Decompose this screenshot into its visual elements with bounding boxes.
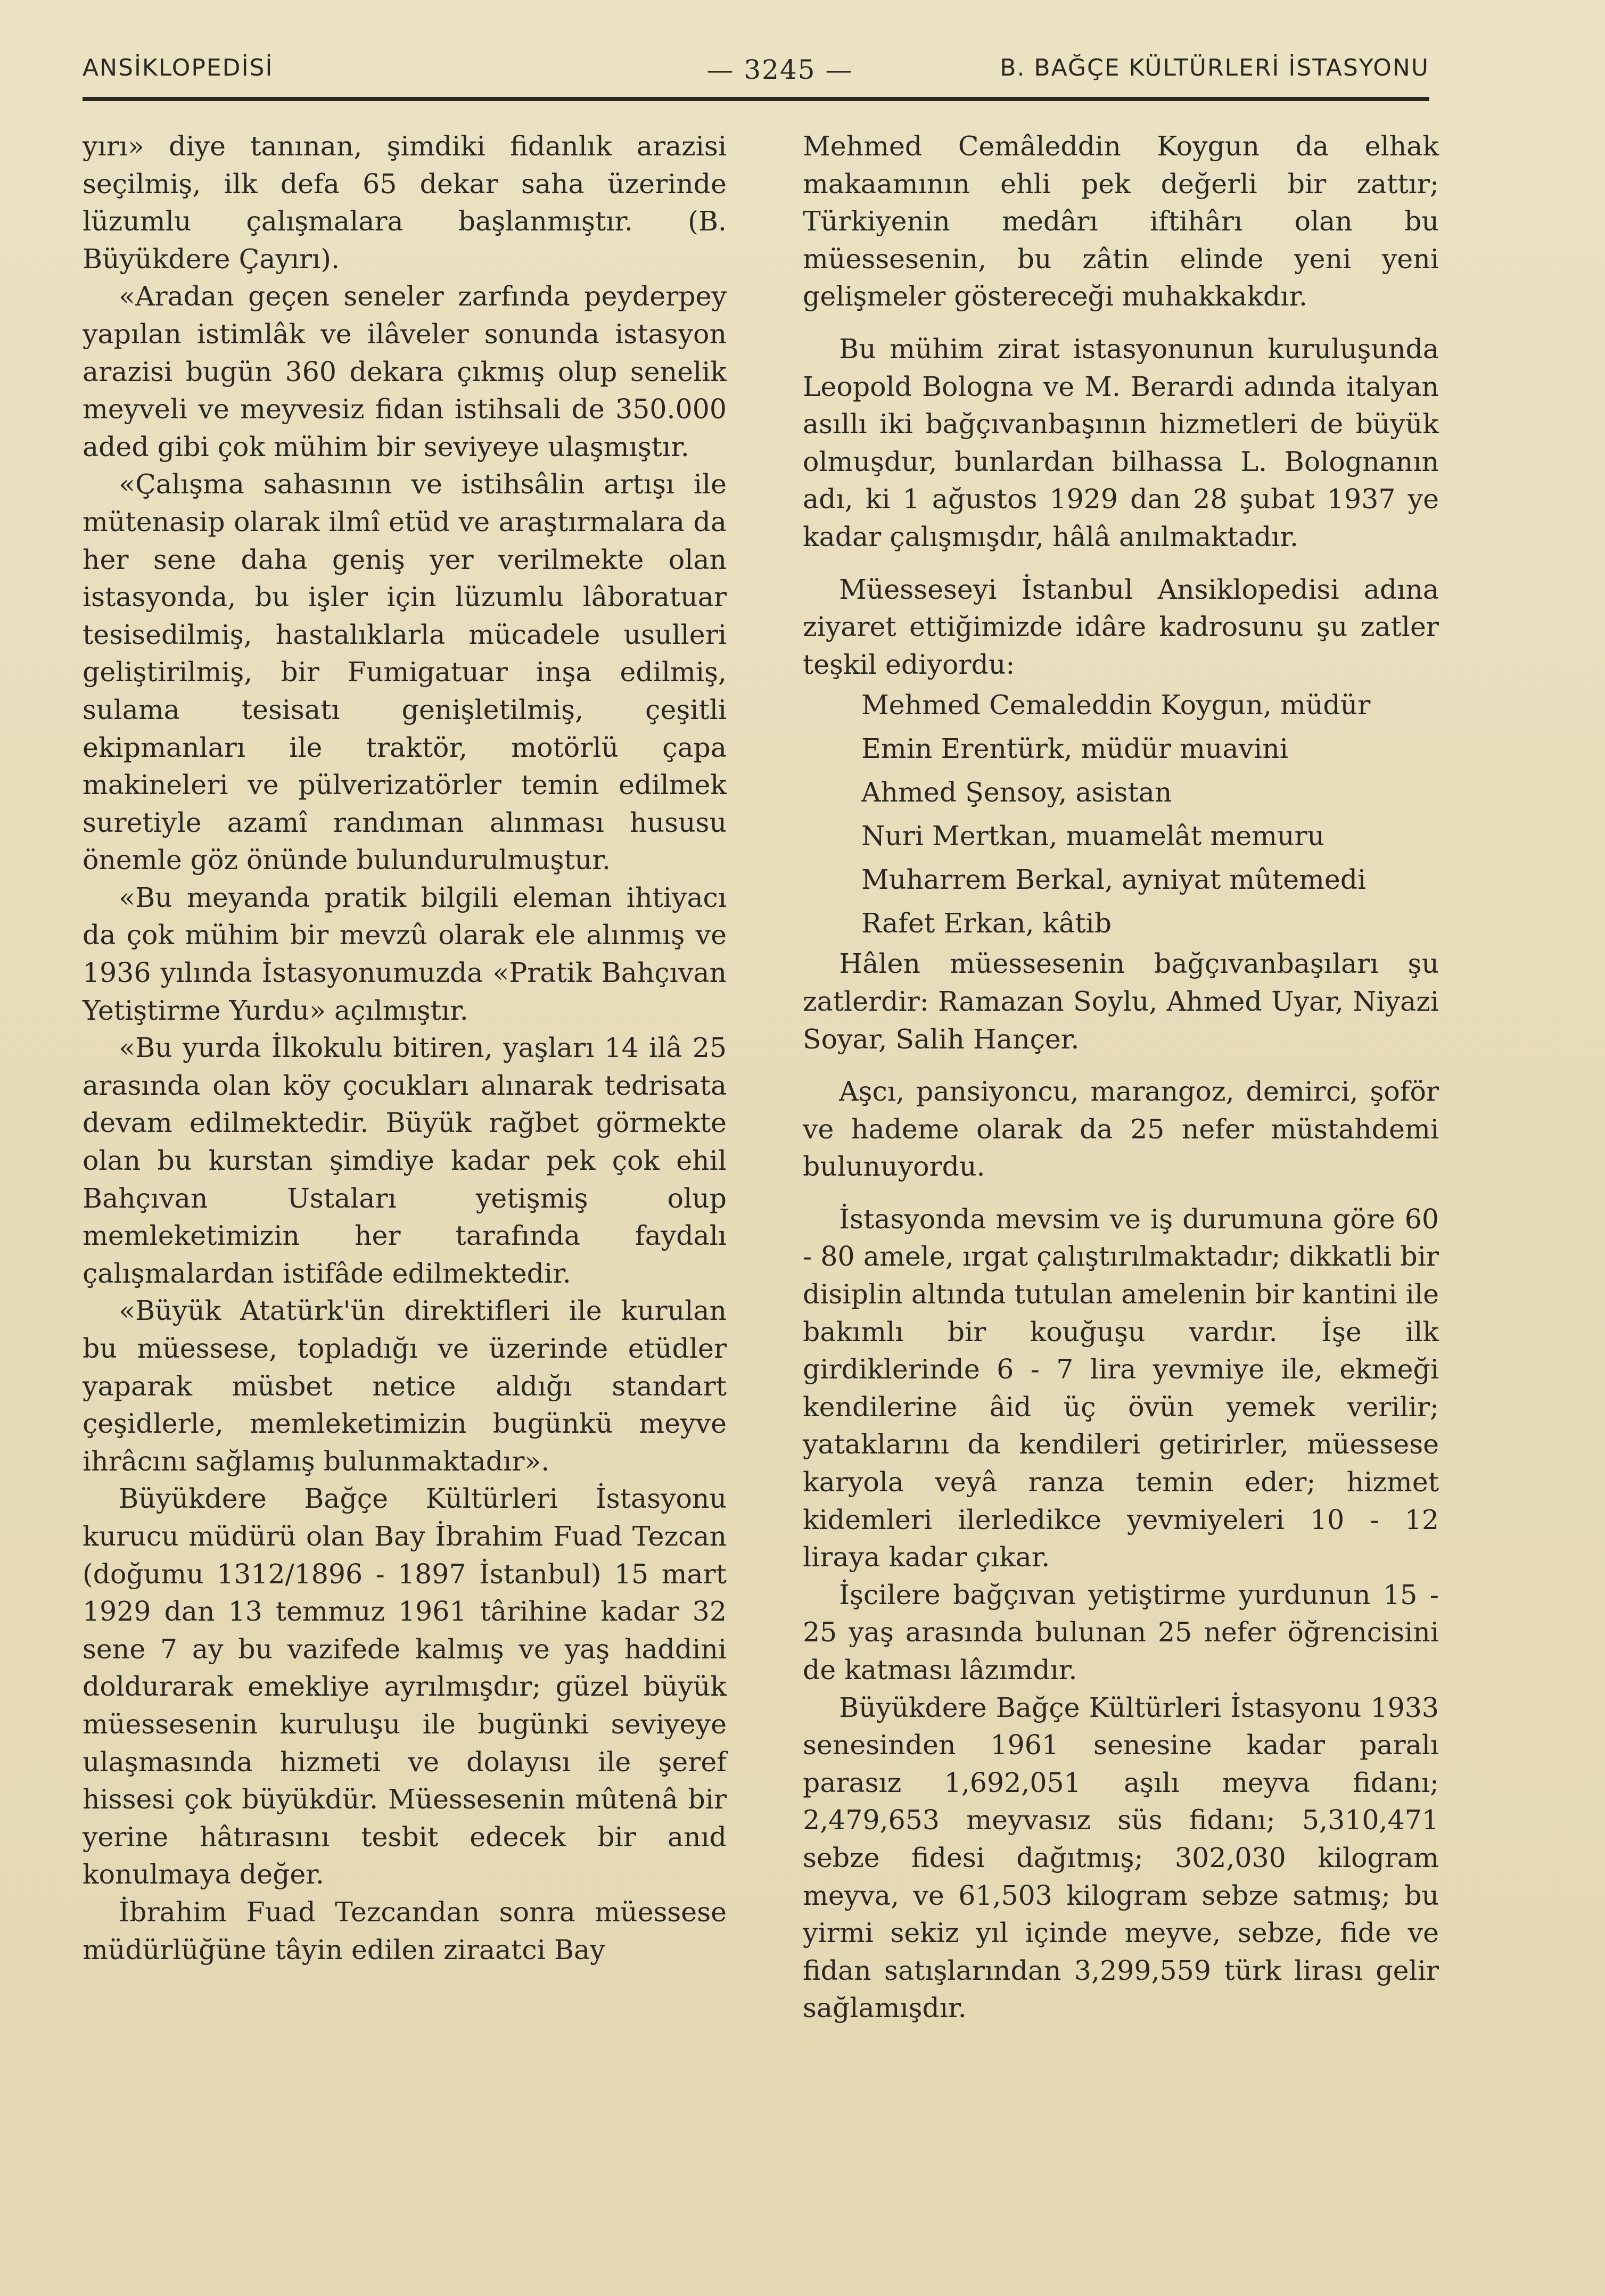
staff-item: Rafet Erkan, kâtib — [861, 907, 1112, 939]
header-left: ANSİKLOPEDİSİ — [83, 54, 274, 81]
header-right: B. BAĞÇE KÜLTÜRLERİ İSTASYONU — [1000, 54, 1429, 81]
staff-item: Ahmed Şensoy, asistan — [861, 777, 1172, 808]
paragraph: Büyükdere Bağçe Kültürleri İstasyonu kurucu müdürü olan Bay İbrahim Fuad Tezcan (doğumu 1312/1896 - 1897 İstanbul) 15 mart 1929 dan 13 temmuz 1961 târihine kadar 32 sene 7 ay bu vazifede kalmış ve yaş haddini doldurarak emekliye ayrılmışdır; güzel büyük müessesenin kuruluşu ile bugünki seviyeye ulaşmasında hizmeti ve dolayısı ile şeref hissesi çok büyükdür. Müessesenin mûtenâ bir yerine hâtırasını tesbit edecek bir anıd konulmaya değer. — [83, 1483, 727, 1890]
right-column — [803, 128, 1439, 2027]
paragraph: «Bu meyanda pratik bilgili eleman ihtiyacı da çok mühim bir mevzû olarak ele alınmış ve 1936 yılında İstasyonumuzda «Pratik Bahçıvan Yetiştirme Yurdu» açılmıştır. — [83, 881, 727, 1026]
paragraph: Büyükdere Bağçe Kültürleri İstasyonu 1933 senesinden 1961 senesine kadar paralı parasız 1,692,051 aşılı meyva fidanı; 2,479,653 meyvasız süs fidanı; 5,310,471 sebze fidesi dağıtmış; 302,030 kilogram meyva, ve 61,503 kilogram sebze satmış; bu yirmi sekiz yıl içinde meyve, sebze, fide ve fidan satışlarından 3,299,559 türk lirası gelir sağlamışdır. — [803, 1691, 1439, 2024]
staff-item: Muharrem Berkal, ayniyat mûtemedi — [861, 864, 1367, 896]
left-column — [83, 128, 727, 1969]
paragraph: Bu mühim zirat istasyonunun kuruluşunda Leopold Bologna ve M. Berardi adında italyan asıllı iki bağçıvanbaşının hizmetleri de büyük olmuşdur, bunlardan bilhassa L. Bolognanın adı, ki 1 ağustos 1929 dan 28 şubat 1937 ye kadar çalışmışdır, hâlâ anılmaktadır. — [803, 333, 1439, 552]
paragraph: İbrahim Fuad Tezcandan sonra müessese müdürlüğüne tâyin edilen ziraatci Bay — [83, 1896, 727, 1965]
paragraph: Mehmed Cemâleddin Koygun da elhak makaamının ehli pek değerli bir zattır; Türkiyenin medârı iftihârı olan bu müessesenin, bu zâtin elinde yeni yeni gelişmeler göstereceği muhakkakdır. — [803, 130, 1439, 312]
header-rule — [83, 97, 1429, 101]
paragraph: İşcilere bağçıvan yetiştirme yurdunun 15 - 25 yaş arasında bulunan 25 nefer öğrencisini de katması lâzımdır. — [803, 1579, 1439, 1686]
paragraph: yırı» diye tanınan, şimdiki fidanlık arazisi seçilmiş, ilk defa 65 dekar saha üzerinde lüzumlu çalışmalara başlanmıştır. (B. Büyükdere Çayırı). — [83, 130, 727, 275]
staff-item: Emin Erentürk, müdür muavini — [861, 733, 1288, 765]
paragraph: «Büyük Atatürk'ün direktifleri ile kurulan bu müessese, topladığı ve üzerinde etüdler yaparak müsbet netice aldığı standart çeşidlerle, memleketimizin bugünkü meyve ihrâcını sağlamış bulunmaktadır». — [83, 1295, 727, 1477]
staff-item: Mehmed Cemaleddin Koygun, müdür — [861, 689, 1371, 721]
paragraph: «Aradan geçen seneler zarfında peyderpey yapılan istimlâk ve ilâveler sonunda istasyon arazisi bugün 360 dekara çıkmış olup senelik meyveli ve meyvesiz fidan istihsali de 350.000 aded gibi çok mühim bir seviyeye ulaşmıştır. — [83, 280, 727, 462]
paragraph: «Çalışma sahasının ve istihsâlin artışı ile mütenasip olarak ilmî etüd ve araştırmalara da her sene daha geniş yer verilmekte olan istasyonda, bu işler için lüzumlu lâboratuar tesisedilmiş, hastalıklarla mücadele usulleri geliştirilmiş, bir Fumigatuar inşa edilmiş, sulama tesisatı genişletilmiş, çeşitli ekipmanları ile traktör, motörlü çapa makineleri ve pülverizatörler temin edilmek suretiyle azamî randıman alınması hususu önemle göz önünde bulundurulmuştur. — [83, 468, 727, 876]
paragraph: Müesseseyi İstanbul Ansiklopedisi adına ziyaret ettiğimizde idâre kadrosunu şu zatler teşkil ediyordu: — [803, 573, 1439, 680]
staff-item: Nuri Mertkan, muamelât memuru — [861, 820, 1325, 852]
paragraph: «Bu yurda İlkokulu bitiren, yaşları 14 ilâ 25 arasında olan köy çocukları alınarak tedrisata devam edilmektedir. Büyük rağbet görmekte olan bu kurstan şimdiye kadar pek çok ehil Bahçıvan Ustaları yetişmiş olup memleketimizin her tarafında faydalı çalışmalardan istifâde edilmektedir. — [83, 1032, 727, 1289]
running-header — [83, 49, 1429, 92]
page-number: — 3245 — — [706, 54, 853, 85]
paragraph: Aşcı, pansiyoncu, marangoz, demirci, şoför ve hademe olarak da 25 nefer müstahdemi bulunuyordu. — [803, 1076, 1439, 1183]
paragraph: Hâlen müessesenin bağçıvanbaşıları şu zatlerdir: Ramazan Soylu, Ahmed Uyar, Niyazi Soyar, Salih Hançer. — [803, 948, 1439, 1055]
paragraph: İstasyonda mevsim ve iş durumuna göre 60 - 80 amele, ırgat çalıştırılmaktadır; dikkatli bir disiplin altında tutulan amelenin bir kantini ile bakımlı bir kouğuşu vardır. İşe ilk girdiklerinde 6 - 7 lira yevmiye ile, ekmeği kendilerine âid üç övün yemek verilir; yataklarını da kendileri getirirler, müessese karyola veyâ ranza temin eder; hizmet kidemleri ilerledikce yevmiyeleri 10 - 12 liraya kadar çıkar. — [803, 1203, 1439, 1573]
